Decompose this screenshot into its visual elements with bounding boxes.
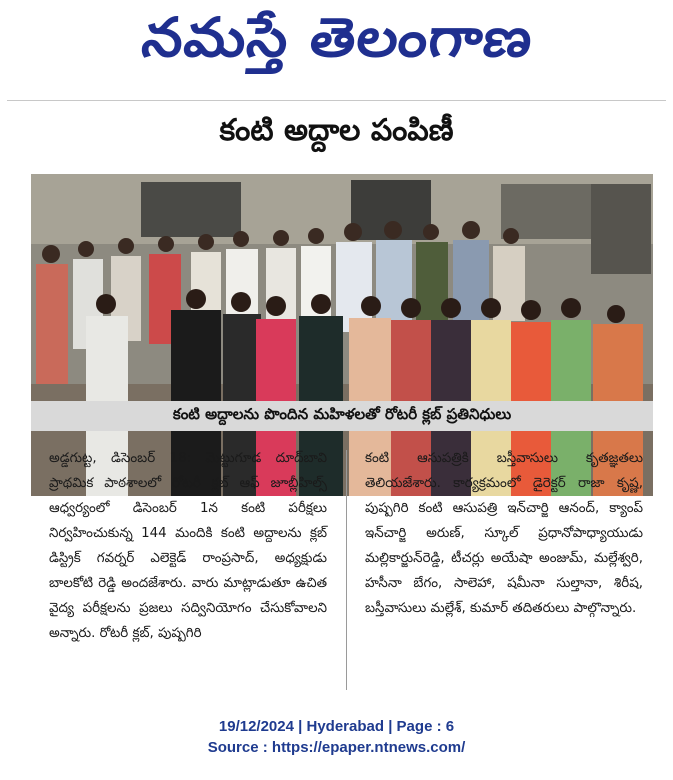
newspaper-logo: నమస్తే తెలంగాణ (138, 5, 537, 69)
source-footer (0, 716, 673, 758)
source-link[interactable]: Source : https://epaper.ntnews.com/ (207, 739, 466, 756)
article-column-left: అడ్డగుట్ట, డిసెంబర్ 18: మెట్టుగూడ దూద్‌బావి ప్రాథమిక పాఠశాలలో రోటరీ క్లబ్ ఆఫ్ జూబ్లీహిల్స్ ఆధ్వర్యంలో డిసెంబర్ 1న కంటి పరీక్షలు నిర్వహించుకున్న 144 మందికి కంటి అద్దాలను క్లబ్ డిస్ట్రిక్ గవర్నర్ ఎలెక్టెడ్ రాంప్రసాద్, అధ్యక్షుడు బాలకోటి రెడ్డి అందజేశారు. వారు మాట్లాడుతూ ఉచిత వైద్య పరీక్షలను ప్రజలు సద్వినియోగం చేసుకోవాలని అన్నారు. రోటరీ క్లబ్, పుష్పగిరి (49, 451, 327, 641)
news-clipping (7, 100, 666, 701)
publication-date-line: 19/12/2024 | Hyderabad | Page : 6 (218, 718, 455, 735)
column-divider (346, 450, 347, 690)
masthead (0, 0, 673, 88)
article-column-right: కంటి ఆసుపత్రికి బస్తీవాసులు కృతజ్ఞతలు తెలియజేశారు. కార్యక్రమంలో డైరెక్టర్ రాజా కృష్ణ, పుష్పగిరి కంటి ఆసుపత్రి ఇన్‌చార్జి ఆనంద్, క్యాంప్ ఇన్‌చార్జి అరుణ్, స్కూల్ ప్రధానోపాధ్యాయుడు మల్లికార్జున్‌రెడ్డి, టీచర్లు అయేషా అంజుమ్, మల్లేశ్వరి, హసీనా బేగం, సాలెహా, షమీనా సుల్తానా, శిరీష, బస్తీవాసులు మల్లేశ్, కుమార్ తదితరులు పాల్గొన్నారు. (365, 451, 643, 616)
article-body (49, 446, 649, 696)
photo-caption: కంటి అద్దాలను పొందిన మహిళలతో రోటరీ క్లబ్ ప్రతినిధులు (31, 401, 653, 431)
article-headline: కంటి అద్దాల పంపిణీ (219, 113, 454, 148)
